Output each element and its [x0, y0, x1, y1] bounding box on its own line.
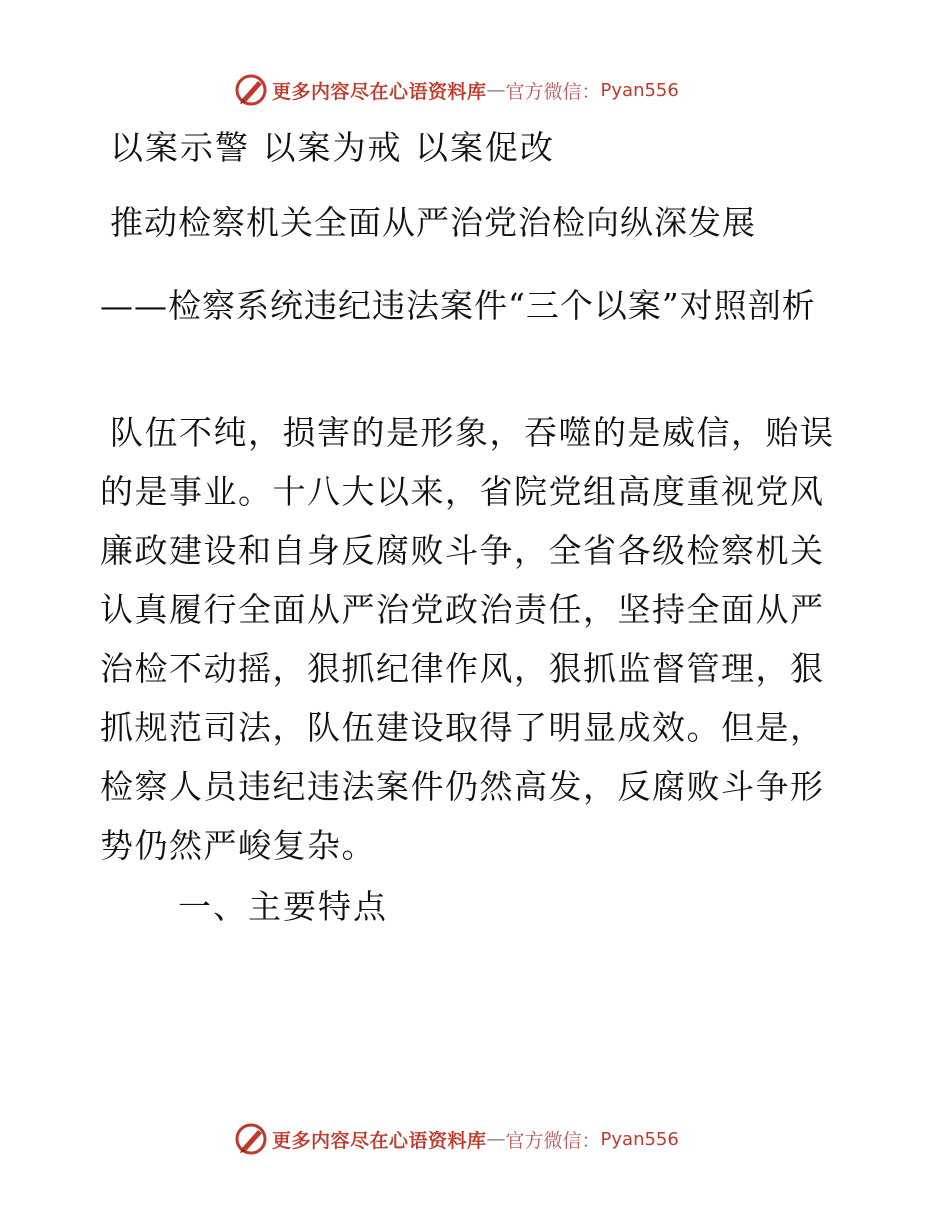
title-line-3: ——检察系统违纪违法案件“三个以案”对照剖析 — [100, 286, 816, 325]
watermark-sub-text: 官方微信： — [505, 80, 601, 103]
footer-watermark — [234, 1121, 679, 1157]
watermark-dash: — — [486, 1128, 506, 1150]
section-heading: 一、主要特点 — [178, 887, 388, 926]
title-line-2: 推动检察机关全面从严治党治检向纵深发展 — [110, 203, 756, 242]
watermark-account: Pyan556 — [600, 79, 679, 101]
watermark-main-text: 更多内容尽在心语资料库 — [272, 1129, 487, 1152]
watermark-account: Pyan556 — [600, 1128, 679, 1150]
watermark-sub-text: 官方微信： — [505, 1129, 601, 1152]
title-line-1: 以案示警 以案为戒 以案促改 — [110, 128, 555, 167]
pen-logo-icon — [234, 1122, 268, 1156]
header-watermark — [234, 72, 679, 108]
body-paragraph: 队伍不纯，损害的是形象，吞噬的是威信，贻误的是事业。十八大以来，省院党组高度重视党风廉政建设和自身反腐败斗争，全省各级检察机关认真履行全面从严治党政治责任，坚持全面从严治检不动摇，狠抓纪律作风，狠抓监督管理，狠抓规范司法，队伍建设取得了明显成效。但是，检察人员违纪违法案件仍然高发，反腐败斗争形势仍然严峻复杂。 — [100, 413, 835, 865]
watermark-main-text: 更多内容尽在心语资料库 — [272, 80, 487, 103]
watermark-dash: — — [486, 79, 506, 101]
pen-logo-icon — [234, 73, 268, 107]
